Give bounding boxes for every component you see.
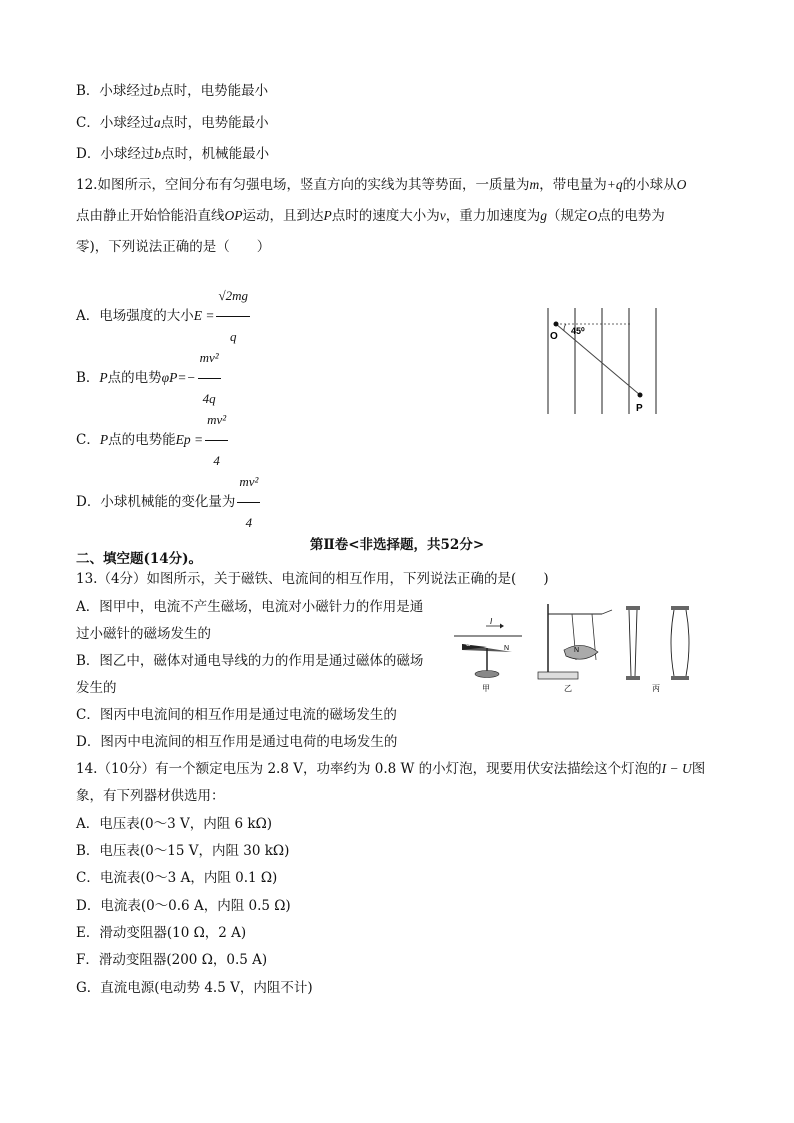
label-angle: 45⁰ [571,326,585,336]
q11-option-b-var: b [153,83,161,98]
q14-item-b: B．电压表(0～15 V，内阻 30 kΩ) [76,843,290,859]
angle-arc [564,324,566,331]
q12-var-q: +q [606,177,623,192]
q12-option-c-pre: C． [76,432,100,448]
fill-in-heading: 二、填空题(14分)。 [76,551,203,567]
label-i: I [490,617,493,626]
q12-field-diagram [540,306,665,418]
q12-stem-line1 [76,176,686,194]
current-arrow-head [500,624,504,629]
label-n: N [504,645,510,652]
q12-option-c-den: 4 [213,453,220,468]
point-p [638,393,643,398]
q11-option-d-var: b [154,146,162,161]
q13-option-c: C．图丙中电流间的相互作用是通过电流的磁场发生的 [76,707,397,723]
q12-var-op: OP [224,208,243,223]
wire-bing-2 [635,610,637,676]
q13-option-a-line1: A．图甲中，电流不产生磁场，电流对小磁针力的作用是通 [76,599,424,615]
terminal-bottom-2 [671,676,689,680]
section-ii-title: 第Ⅱ卷<非选择题，共52分> [309,537,485,553]
q14-stem-line1 [76,760,705,778]
figure-bing [626,606,689,693]
q13-option-d: D．图丙中电流间的相互作用是通过电荷的电场发生的 [76,734,398,750]
q14-item-f: F．滑动变阻器(200 Ω，0.5 A) [76,952,268,968]
q12-option-c-p: P [99,432,109,447]
terminal-top-1 [626,606,640,610]
terminal-top-2 [671,606,689,610]
q12-stem2d: ，重力加速度为 [445,208,541,224]
q14-stem-line2: 象，有下列器材供选用： [76,788,225,804]
q12-var-g: g [540,208,547,223]
q12-var-m: m [529,177,540,192]
q12-stem1c: 的小球从 [622,177,677,193]
q12-option-d [76,462,260,543]
label-jia: 甲 [482,684,490,693]
q11-option-b-text: B．小球经过 [76,83,154,99]
label-n2: N [574,647,580,654]
q14-stem1: 14.（10分）有一个额定电压为 2.8 V，功率约为 0.8 W 的小灯泡，现要用伏安法描绘这个灯泡的 [76,761,662,777]
q13-figures [452,600,702,695]
q12-stem2b: 运动，且到达 [242,208,324,224]
q11-option-c-text: C．小球经过 [76,115,154,131]
q12-option-d-den: 4 [245,515,253,530]
q12-stem-line2 [76,207,665,225]
q14-item-d: D．电流表(0～0.6 A，内阻 0.5 Ω) [76,898,291,914]
label-p: P [636,403,643,414]
q11-option-b [76,82,268,100]
q12-option-b-num: mv² [198,338,221,379]
terminal-bottom-1 [626,676,640,680]
q11-option-d-text: D．小球经过 [76,146,155,162]
wire-bing-4 [686,610,689,676]
q12-option-c-num: mv² [205,400,228,441]
q12-stem2c: 点时的速度大小为 [331,208,440,224]
q12-option-a-text: A．电场强度的大小 [76,308,194,324]
q12-stem2a: 点由静止开始恰能沿直线 [76,208,225,224]
q12-option-c-mid: 点的电势能 [108,432,176,448]
point-o [554,322,559,327]
q11-option-c-tail: 点时，电势能最小 [160,115,269,131]
q12-option-a-num: √2mg [216,276,250,317]
stand-base [538,672,578,679]
q14-iu: I − U [661,761,692,776]
wire-bing-1 [629,610,631,676]
label-o: O [550,331,558,342]
q14-item-g: G．直流电源(电动势 4.5 V，内阻不计) [76,980,313,996]
label-s: S [466,641,471,648]
q12-option-b-den: 4q [202,391,216,406]
q11-option-b-tail: 点时，电势能最小 [160,83,269,99]
q12-option-a-den: q [230,329,237,344]
q12-option-d-fraction [237,462,260,543]
q11-option-d [76,145,269,163]
q14-stem1-tail: 图 [691,761,706,777]
figure-jia [454,617,522,693]
q12-var-p: P [323,208,332,223]
q12-var-o: O [676,177,687,192]
q12-stem2f: 点的电势为 [597,208,665,224]
q12-option-c-expr: Ep = [175,432,204,447]
q14-item-a: A．电压表(0～3 V，内阻 6 kΩ) [76,816,273,832]
label-bing: 丙 [652,684,660,693]
q12-option-a-expr: E = [193,308,215,323]
wire-bing-3 [671,610,674,676]
label-yi: 乙 [564,684,572,693]
q14-item-e: E．滑动变阻器(10 Ω，2 A) [76,925,247,941]
q12-stem-line3: 零)，下列说法正确的是（ ） [76,239,271,255]
q12-var-v: v [439,208,446,223]
q12-stem1b: ，带电量为 [539,177,607,193]
q13-option-b-line2: 发生的 [76,680,117,696]
path-op-line [556,324,640,395]
q13-option-b-line1: B．图乙中，磁体对通电导线的力的作用是通过磁体的磁场 [76,653,424,669]
stand-clip [602,610,612,614]
q14-item-c: C．电流表(0～3 A，内阻 0.1 Ω) [76,870,278,886]
q12-option-b-mid: 点的电势 [107,370,162,386]
figure-yi [538,604,612,693]
q13-option-a-line2: 过小磁针的磁场发生的 [76,626,211,642]
q12-option-b-p: P [99,370,108,385]
q12-option-b-pre: B． [76,370,100,386]
q11-option-c-var: a [153,115,161,130]
q12-var-o2: O [587,208,598,223]
q12-option-b-expr: φP=− [161,370,196,385]
q12-option-d-num: mv² [237,462,260,503]
q12-option-d-text: D．小球机械能的变化量为 [76,494,236,510]
compass-base [475,671,499,678]
q11-option-c [76,114,269,132]
horseshoe-magnet [564,645,598,659]
q13-stem: 13.（4分）如图所示，关于磁铁、电流间的相互作用，下列说法正确的是( ) [76,571,549,587]
q12-stem1a: 12.如图所示，空间分布有匀强电场，竖直方向的实线为其等势面，一质量为 [76,177,530,193]
q12-stem2e: （规定 [547,208,588,224]
q11-option-d-tail: 点时，机械能最小 [161,146,270,162]
q12-option-a-fraction [216,276,250,357]
